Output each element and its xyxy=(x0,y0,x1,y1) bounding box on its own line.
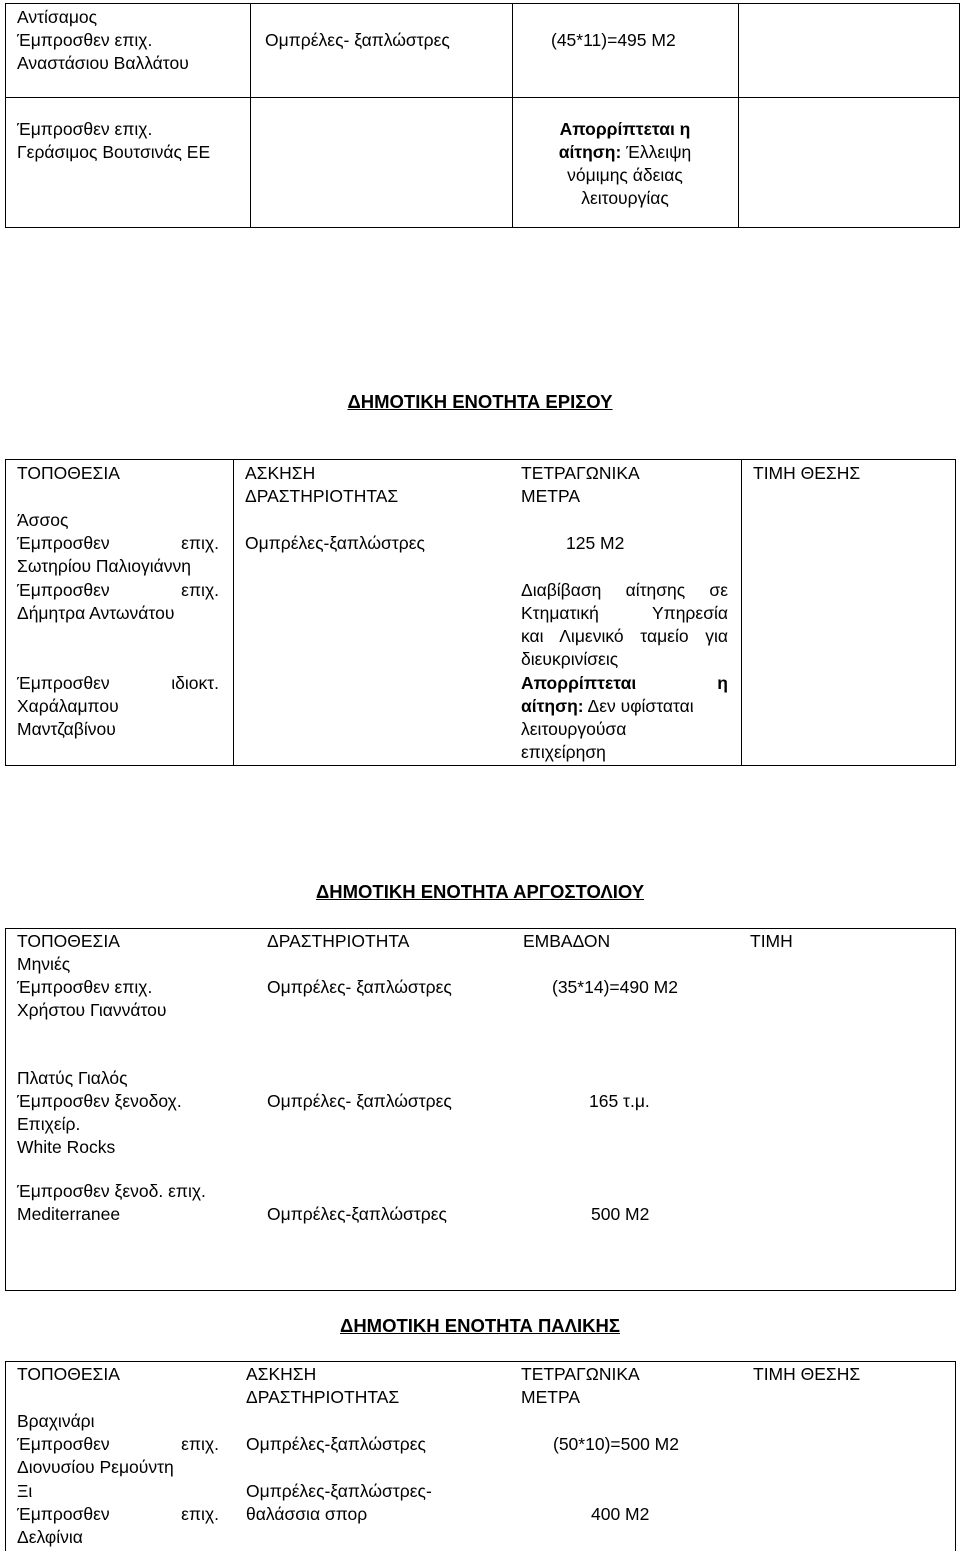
table-row xyxy=(17,1410,219,1479)
location-line: Γεράσιμος Βουτσινάς ΕΕ xyxy=(17,142,211,162)
header-price: ΤΙΜΗ xyxy=(750,931,793,951)
location-line: Έμπροσθεν ξενοδ. επιχ. xyxy=(17,1181,206,1201)
location-line: Έμπροσθεν επιχ. xyxy=(17,1434,219,1454)
activity-cell: Ομπρέλες- ξαπλώστρες xyxy=(267,977,452,997)
rejection-label-2: αίτηση: xyxy=(521,696,584,716)
location-line: Διονυσίου Ρεμούντη xyxy=(17,1457,174,1477)
table-row xyxy=(17,509,219,578)
header-activity: ΔΡΑΣΤΗΡΙΟΤΗΤΑΣ xyxy=(245,486,399,506)
activity-cell: Ομπρέλες-ξαπλώστρες xyxy=(246,1434,426,1454)
section-title-palikis: ΔΗΜΟΤΙΚΗ ΕΝΟΤΗΤΑ ΠΑΛΙΚΗΣ xyxy=(340,1315,620,1336)
location-line: Δελφίνια xyxy=(17,1527,83,1547)
header-activity: ΔΡΑΣΤΗΡΙΟΤΗΤΑΣ xyxy=(246,1387,400,1407)
location-line: Αναστάσιου Βαλλάτου xyxy=(17,53,189,73)
area-cell: 500 Μ2 xyxy=(591,1204,650,1224)
area-note: διευκρινίσεις xyxy=(521,649,619,669)
location-line: Έμπροσθεν επιχ. xyxy=(17,580,219,600)
table-row xyxy=(17,1180,206,1226)
location-line: Mediterranee xyxy=(17,1204,121,1224)
section-title-erisou: ΔΗΜΟΤΙΚΗ ΕΝΟΤΗΤΑ ΕΡΙΣΟΥ xyxy=(347,391,613,412)
section-title-argostoliou: ΔΗΜΟΤΙΚΗ ΕΝΟΤΗΤΑ ΑΡΓΟΣΤΟΛΙΟΥ xyxy=(315,881,645,902)
location-line: Δήμητρα Αντωνάτου xyxy=(17,603,175,623)
location-line: Έμπροσθεν επιχ. xyxy=(17,977,153,997)
activity-cell: Ομπρέλες-ξαπλώστρες xyxy=(267,1204,447,1224)
header-area: ΕΜΒΑΔΟΝ xyxy=(523,931,611,951)
location-line: Μαντζαβίνου xyxy=(17,719,116,739)
table-row xyxy=(17,672,219,741)
header-activity: ΑΣΚΗΣΗ xyxy=(245,463,316,483)
rejection-label-2: αίτηση: xyxy=(558,142,622,162)
area-note: και Λιμενικό ταμείο για xyxy=(521,626,728,646)
table-row xyxy=(17,1480,219,1549)
table-row xyxy=(17,6,189,75)
rejection-reason: Έλλειψη xyxy=(626,142,692,162)
activity-cell: Ομπρέλες- ξαπλώστρες xyxy=(267,1091,452,1111)
rejection-reason: λειτουργούσα xyxy=(521,719,627,739)
area-cell: (35*14)=490 Μ2 xyxy=(552,977,678,997)
area-cell: (45*11)=495 Μ2 xyxy=(551,30,676,50)
rejection-reason: επιχείρηση xyxy=(521,742,606,762)
header-area: ΜΕΤΡΑ xyxy=(521,486,580,506)
location-line: Σωτηρίου Παλιογιάννη xyxy=(17,556,192,576)
header-location: ΤΟΠΟΘΕΣΙΑ xyxy=(17,463,120,483)
header-area: ΜΕΤΡΑ xyxy=(521,1387,580,1407)
header-location: ΤΟΠΟΘΕΣΙΑ xyxy=(17,931,120,951)
table-row xyxy=(17,1067,182,1159)
header-price: ΤΙΜΗ ΘΕΣΗΣ xyxy=(753,1364,861,1384)
rejection-label: Απορρίπτεται η xyxy=(521,673,728,693)
header-location: ΤΟΠΟΘΕΣΙΑ xyxy=(17,1364,120,1384)
activity-cell: Ομπρέλες-ξαπλώστρες xyxy=(245,533,425,553)
activity-cell: Ομπρέλες- ξαπλώστρες xyxy=(265,30,450,50)
location-line: Αντίσαμος xyxy=(17,7,98,27)
table-row xyxy=(17,579,219,625)
location-line: Έμπροσθεν επιχ. xyxy=(17,119,153,139)
rejection-reason: λειτουργίας xyxy=(581,188,669,208)
location-line: Έμπροσθεν επιχ. xyxy=(17,1504,219,1524)
header-activity: ΑΣΚΗΣΗ xyxy=(246,1364,317,1384)
rejection-reason: Δεν υφίσταται xyxy=(587,696,694,716)
area-note: Κτηματική Υπηρεσία xyxy=(521,603,728,623)
header-area: ΤΕΤΡΑΓΩΝΙΚΑ xyxy=(521,463,640,483)
rejection-label: Απορρίπτεται η xyxy=(559,119,691,139)
location-line: Χαράλαμπου xyxy=(17,696,119,716)
location-line: Βραχινάρι xyxy=(17,1411,95,1431)
header-activity: ΔΡΑΣΤΗΡΙΟΤΗΤΑ xyxy=(267,931,410,951)
location-line: Άσσος xyxy=(17,510,69,530)
activity-cell: Ομπρέλες-ξαπλώστρες- xyxy=(246,1481,432,1501)
area-note: Διαβίβαση αίτησης σε xyxy=(521,580,728,600)
activity-cell: θαλάσσια σπορ xyxy=(246,1504,368,1524)
rejection-reason: νόμιμης άδειας xyxy=(567,165,683,185)
location-line: Πλατύς Γιαλός xyxy=(17,1068,128,1088)
area-cell: 165 τ.μ. xyxy=(589,1091,650,1111)
area-cell: 400 Μ2 xyxy=(591,1504,650,1524)
location-line: Επιχείρ. xyxy=(17,1114,81,1134)
location-line: Μηνιές xyxy=(17,954,71,974)
location-line: White Rocks xyxy=(17,1137,116,1157)
area-cell: 125 Μ2 xyxy=(566,533,625,553)
location-line: Χρήστου Γιαννάτου xyxy=(17,1000,167,1020)
header-price: ΤΙΜΗ ΘΕΣΗΣ xyxy=(753,463,861,483)
location-line: Έμπροσθεν επιχ. xyxy=(17,30,153,50)
table-row xyxy=(17,953,166,1022)
location-line: Έμπροσθεν ξενοδοχ. xyxy=(17,1091,182,1111)
area-cell: (50*10)=500 Μ2 xyxy=(553,1434,679,1454)
location-line: Έμπροσθεν επιχ. xyxy=(17,533,219,553)
location-line: Ξι xyxy=(17,1481,33,1501)
header-area: ΤΕΤΡΑΓΩΝΙΚΑ xyxy=(521,1364,640,1384)
table-row xyxy=(17,118,210,164)
location-line: Έμπροσθεν ιδιοκτ. xyxy=(17,673,219,693)
